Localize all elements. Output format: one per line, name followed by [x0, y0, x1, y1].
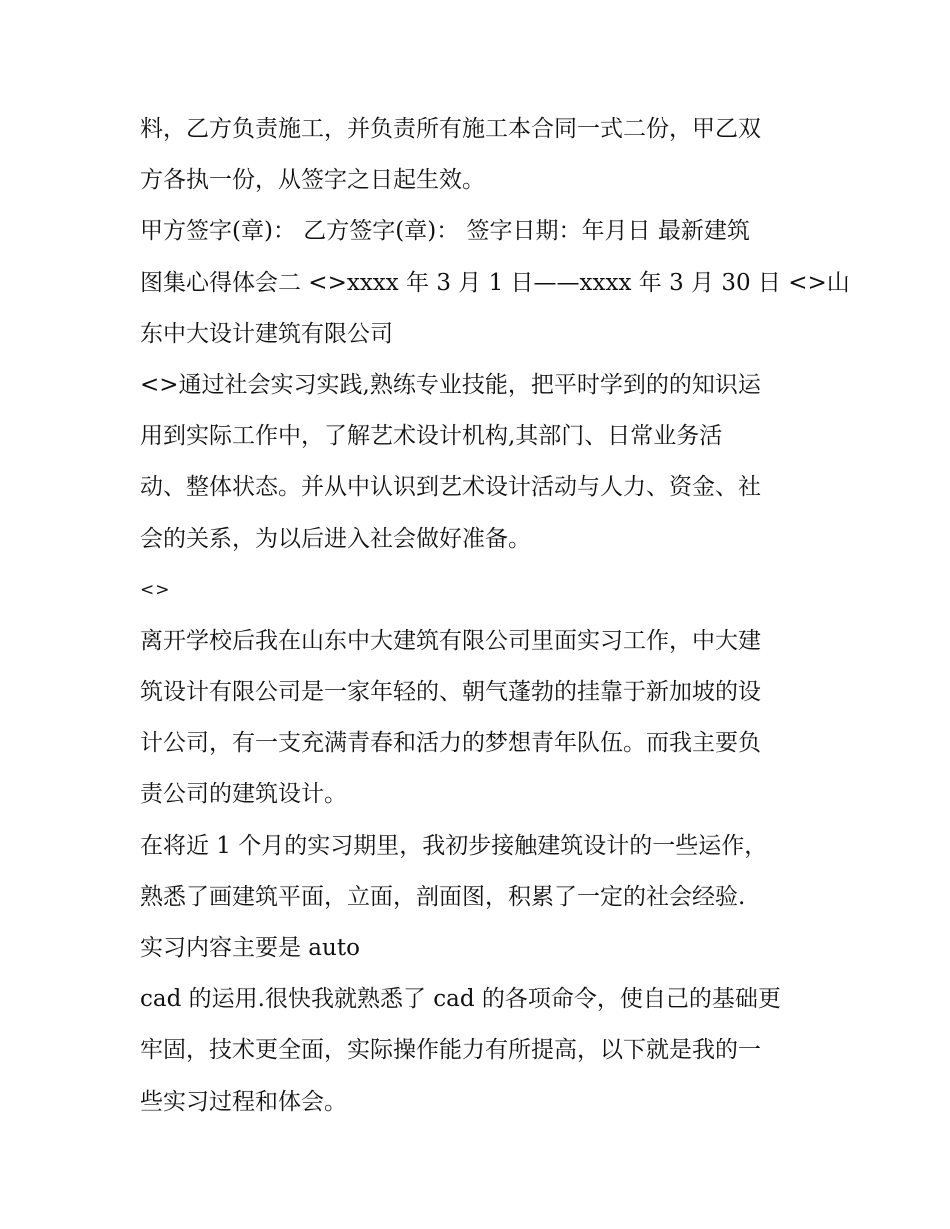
body-text [140, 104, 850, 1128]
text-line: 料，乙方负责施工，并负责所有施工本合同一式二份，甲乙双 [140, 116, 761, 142]
text-line: 动、整体状态。并从中认识到艺术设计活动与人力、资金、社 [140, 474, 761, 501]
text-line: 用到实际工作中，了解艺术设计机构,其部门、日常业务活 [140, 423, 723, 450]
text-line: 会的关系，为以后进入社会做好准备。 [140, 525, 531, 552]
text-line: 牢固，技术更全面，实际操作能力有所提高，以下就是我的一 [140, 1037, 761, 1064]
text-line: 图集心得体会二 <>xxxx 年 3 月 1 日——xxxx 年 3 月 30 日 <>山 [140, 269, 850, 296]
text-line: 东中大设计建筑有限公司 [140, 320, 393, 347]
text-line: 在将近 1 个月的实习期里，我初步接触建筑设计的一些运作， [140, 832, 768, 859]
text-line: cad 的运用.很快我就熟悉了 cad 的各项命令，使自己的基础更 [140, 986, 781, 1013]
text-line: 实习内容主要是 auto [140, 935, 360, 961]
text-line: 熟悉了画建筑平面，立面，剖面图，积累了一定的社会经验. [140, 883, 746, 910]
text-line: <>通过社会实习实践,熟练专业技能，把平时学到的的知识运 [140, 371, 761, 398]
text-line: 方各执一份，从签字之日起生效。 [140, 167, 485, 194]
text-line: 计公司，有一支充满青春和活力的梦想青年队伍。而我主要负 [140, 730, 761, 757]
text-line: <> [140, 579, 171, 600]
text-line: 离开学校后我在山东中大建筑有限公司里面实习工作，中大建 [140, 627, 761, 654]
text-line: 筑设计有限公司是一家年轻的、朝气蓬勃的挂靠于新加坡的设 [140, 679, 761, 706]
text-line: 甲方签字(章)： 乙方签字(章)： 签字日期：年月日 最新建筑 [140, 218, 750, 245]
text-line: 责公司的建筑设计。 [140, 781, 347, 808]
text-line: 些实习过程和体会。 [140, 1088, 347, 1115]
